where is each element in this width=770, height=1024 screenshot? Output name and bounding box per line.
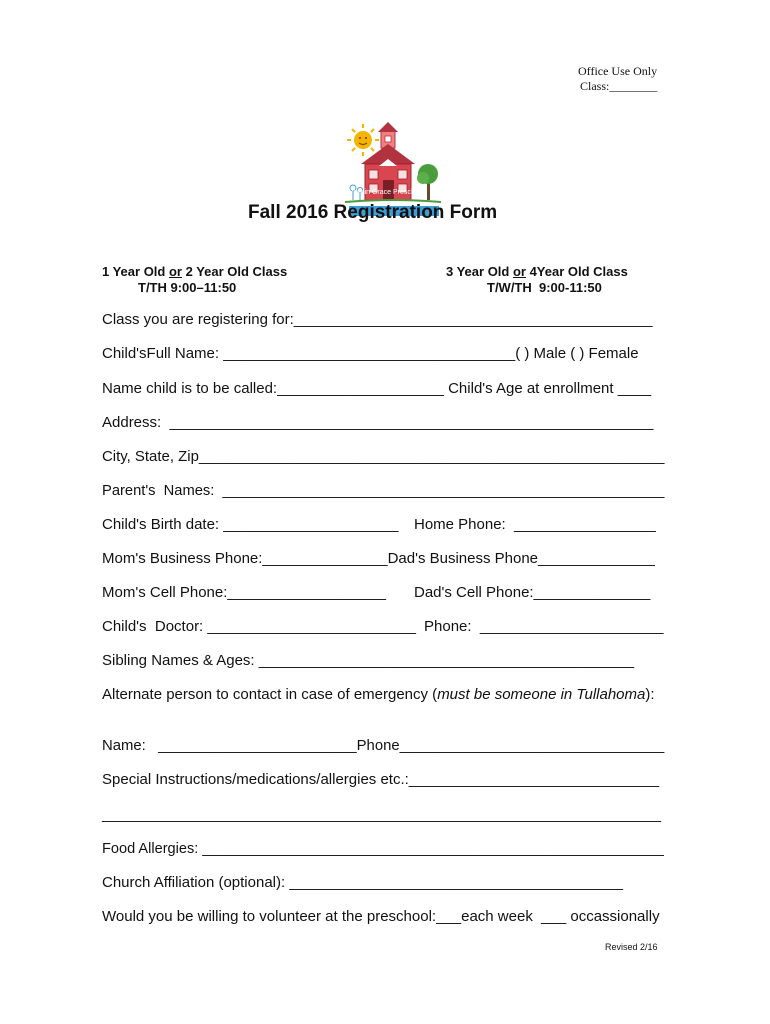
preschool-logo (332, 102, 438, 200)
revised-note: Revised 2/16 (605, 942, 658, 952)
doctor-field[interactable]: Child's Doctor: _________________________ (102, 618, 416, 635)
volunteer-field[interactable]: Would you be willing to volunteer at the preschool:___each week ___ occassionally (102, 908, 660, 925)
class-time-left: T/TH 9:00–11:50 (138, 280, 237, 295)
class-time-right: T/W/TH 9:00-11:50 (487, 280, 602, 295)
siblings-field[interactable]: Sibling Names & Ages: _____________________________________________ (102, 652, 635, 669)
class-registering-field[interactable]: Class you are registering for:___________________________________________ (102, 311, 653, 328)
child-full-name-field[interactable]: Child'sFull Name: ___________________________________( ) Male ( ) Female (102, 345, 639, 362)
dad-cell-field[interactable]: Dad's Cell Phone:______________ (414, 584, 651, 601)
class-option-right: 3 Year Old or 4Year Old Class (446, 264, 628, 279)
class-option-left: 1 Year Old or 2 Year Old Class (102, 264, 288, 279)
special-instructions-field[interactable]: Special Instructions/medications/allergies etc.:______________________________ (102, 771, 660, 788)
office-use-label: Office Use Only (578, 64, 658, 78)
logo-caption: Grow in Grace Preschool (345, 189, 425, 196)
parents-names-field[interactable]: Parent's Names: ______________________________________________________ (102, 482, 665, 499)
home-phone-field[interactable]: Home Phone: _________________ (414, 516, 656, 533)
church-affiliation-field[interactable]: Church Affiliation (optional): ________________________________________ (102, 874, 624, 891)
name-called-field[interactable]: Name child is to be called:____________________ Child's Age at enrollment ____ (102, 380, 652, 397)
alternate-contact-label: Alternate person to contact in case of emergency (must be someone in Tullahoma): (102, 686, 655, 703)
page-title: Fall 2016 Registration Form (248, 202, 498, 223)
alternate-name-phone-field[interactable]: Name: ________________________Phone________________________________ (102, 737, 665, 754)
food-allergies-field[interactable]: Food Allergies: _________________________________________________________ (102, 840, 664, 857)
birth-date-field[interactable]: Child's Birth date: _____________________ (102, 516, 399, 533)
city-state-zip-field[interactable]: City, State, Zip________________________________________________________ (102, 448, 665, 465)
doctor-phone-field[interactable]: Phone: ______________________ (424, 618, 664, 635)
office-class-field: Class:________ (580, 79, 658, 93)
mom-cell-field[interactable]: Mom's Cell Phone:___________________ (102, 584, 386, 601)
special-instructions-line2[interactable]: ___________________________________________________________________ (102, 806, 661, 823)
business-phone-field[interactable]: Mom's Business Phone:_______________Dad's Business Phone______________ (102, 550, 655, 567)
address-field[interactable]: Address: __________________________________________________________ (102, 414, 654, 431)
sun-icon (347, 124, 379, 156)
